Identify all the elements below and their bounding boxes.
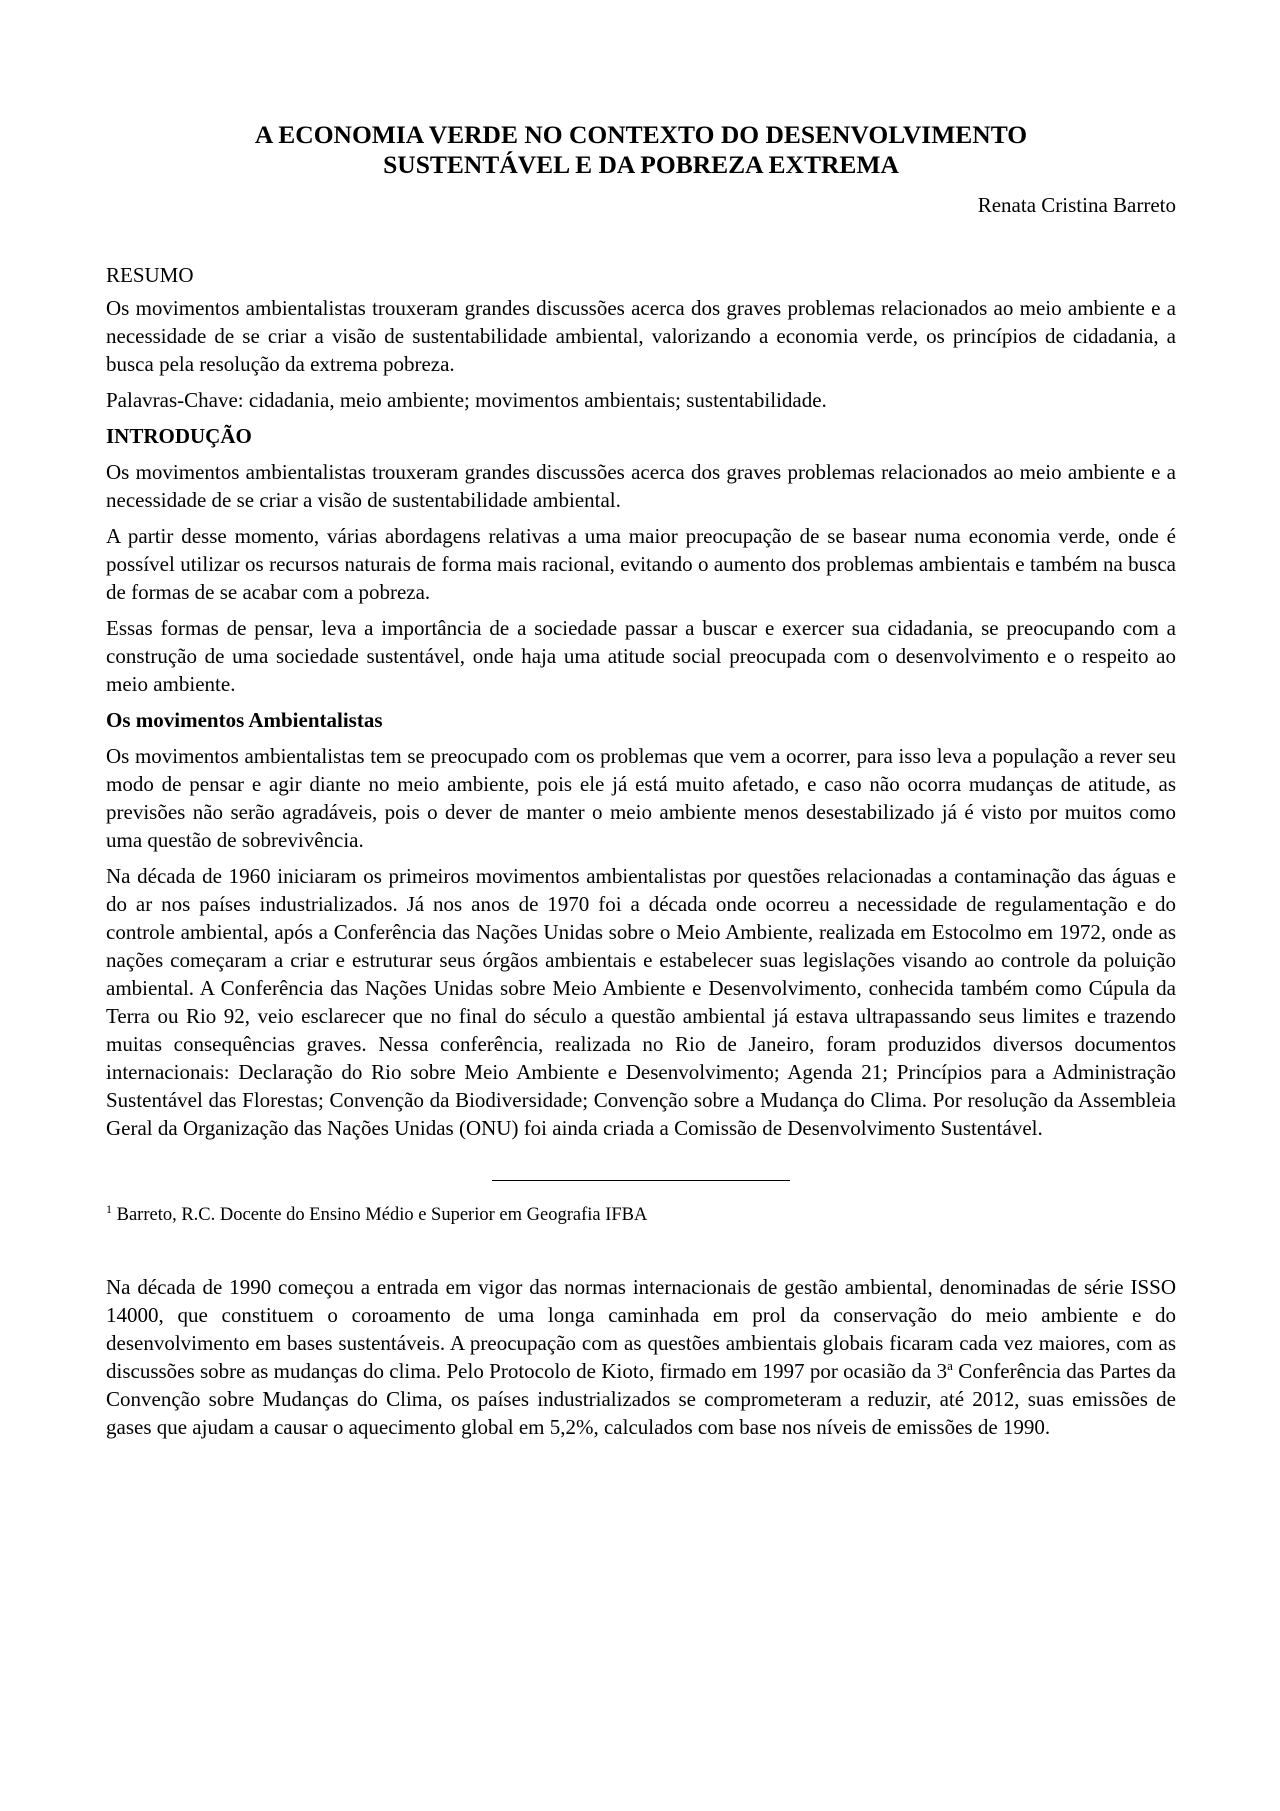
footnote-text: Barreto, R.C. Docente do Ensino Médio e Superior em Geografia IFBA [116, 1205, 648, 1225]
introduction-heading: INTRODUÇÃO [106, 424, 252, 448]
paragraph-1990-text-b: Conferência das Partes da Convenção sobre Mudanças do Clima, os países industrializados se comprometeram a reduzir, até 2012, suas emissões de gases que ajudam a causar o aquecimento global em 5,2%, calculados com base nos níveis de emissões de 1990. [106, 1359, 1176, 1439]
title-line-2: SUSTENTÁVEL E DA POBREZA EXTREMA [383, 150, 899, 179]
ordinal-indicator: a [947, 1358, 953, 1373]
intro-paragraph-2: A partir desse momento, várias abordagens relativas a uma maior preocupação de se basear numa economia verde, onde é possível utilizar os recursos naturais de forma mais racional, evitando o aumento dos problemas ambientais e também na busca de formas de se acabar com a pobreza. [106, 524, 1176, 604]
movements-paragraph-2: Na década de 1960 iniciaram os primeiros movimentos ambientalistas por questões relacionadas a contaminação das águas e do ar nos países industrializados. Já nos anos de 1970 foi a década onde ocorreu a necessidade de regulamentação e do controle ambiental, após a Conferência das Nações Unidas sobre o Meio Ambiente, realizada em Estocolmo em 1972, onde as nações começaram a criar e estruturar seus órgãos ambientais e estabelecer suas legislações visando ao controle da poluição ambiental. A Conferência das Nações Unidas sobre Meio Ambiente e Desenvolvimento, conhecida também como Cúpula da Terra ou Rio 92, veio esclarecer que no final do século a questão ambiental já estava ultrapassando seus limites e trazendo muitas consequências graves. Nessa conferência, realizada no Rio de Janeiro, foram produzidos diversos documentos internacionais: Declaração do Rio sobre Meio Ambiente e Desenvolvimento; Agenda 21; Princípios para a Administração Sustentável das Florestas; Convenção da Biodiversidade; Convenção sobre a Mudança do Clima. Por resolução da Assembleia Geral da Organização das Nações Unidas (ONU) foi ainda criada a Comissão de Desenvolvimento Sustentável. [106, 864, 1176, 1140]
abstract-heading: RESUMO [106, 263, 194, 287]
paragraph-1990 [106, 1273, 1176, 1441]
document-page [106, 120, 1176, 1441]
abstract-text: Os movimentos ambientalistas trouxeram grandes discussões acerca dos graves problemas relacionados ao meio ambiente e a necessidade de se criar a visão de sustentabilidade ambiental, valorizando a economia verde, os princípios de cidadania, a busca pela resolução da extrema pobreza. [106, 296, 1176, 376]
footnote-marker: 1 [106, 1201, 112, 1216]
title-line-1: A ECONOMIA VERDE NO CONTEXTO DO DESENVOLVIMENTO [254, 120, 1028, 149]
footnote-separator [492, 1180, 790, 1181]
intro-paragraph-1: Os movimentos ambientalistas trouxeram grandes discussões acerca dos graves problemas relacionados ao meio ambiente e a necessidade de se criar a visão de sustentabilidade ambiental. [106, 460, 1176, 512]
movements-paragraph-1: Os movimentos ambientalistas tem se preocupado com os problemas que vem a ocorrer, para isso leva a população a rever seu modo de pensar e agir diante no meio ambiente, pois ele já está muito afetado, e caso não ocorra mudanças de atitude, as previsões não serão agradáveis, pois o dever de manter o meio ambiente menos desestabilizado já é visto por muitos como uma questão de sobrevivência. [106, 744, 1176, 852]
intro-paragraph-3: Essas formas de pensar, leva a importância de a sociedade passar a buscar e exercer sua cidadania, se preocupando com a construção de uma sociedade sustentável, onde haja uma atitude social preocupada com o desenvolvimento e o respeito ao meio ambiente. [106, 616, 1176, 696]
paragraph-1990-text-a: Na década de 1990 começou a entrada em vigor das normas internacionais de gestão ambiental, denominadas de série ISSO 14000, que constituem o coroamento de uma longa caminhada em prol da conservação do meio ambiente e do desenvolvimento em bases sustentáveis. A preocupação com as questões ambientais globais ficaram cada vez maiores, com as discussões sobre as mudanças do clima. Pelo Protocolo de Kioto, firmado em 1997 por ocasião da 3 [106, 1275, 1176, 1383]
document-title [106, 120, 1176, 180]
keywords: Palavras-Chave: cidadania, meio ambiente; movimentos ambientais; sustentabilidade. [106, 388, 827, 412]
movements-heading: Os movimentos Ambientalistas [106, 708, 383, 732]
author-name: Renata Cristina Barreto [977, 193, 1176, 217]
footnote [106, 1203, 1176, 1227]
